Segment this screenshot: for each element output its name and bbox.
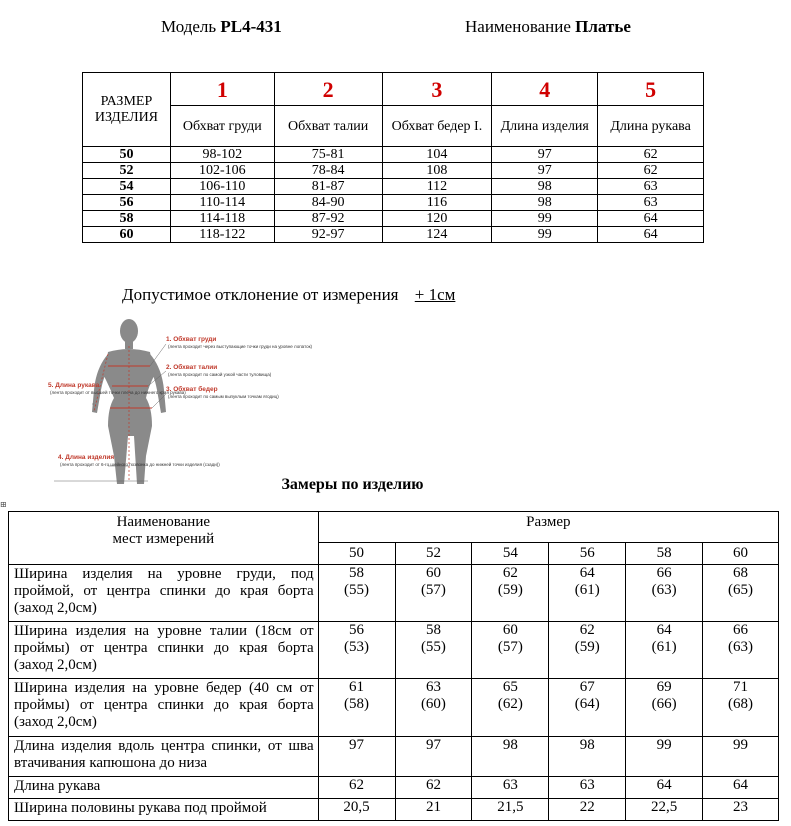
- measurements-table: [8, 511, 779, 821]
- measurement-value-cell: [472, 777, 549, 799]
- measurement-value: 62: [349, 777, 365, 793]
- figure-note-sleeve: (лента проходит от высшей точки плеча до нижнего края рукава): [50, 390, 186, 395]
- size-value-cell: 98: [492, 195, 598, 211]
- measurement-value-cell: [549, 777, 626, 799]
- model-label: Модель: [161, 17, 217, 36]
- column-number: 3: [382, 73, 492, 106]
- size-value-cell: 116: [382, 195, 492, 211]
- measurements-table-body: [9, 565, 779, 821]
- size-row: [83, 195, 704, 211]
- tolerance-text: Допустимое отклонение от измерения: [122, 285, 399, 304]
- measurement-value: 99: [733, 737, 749, 753]
- figure-note-waist: (лента проходит по самой узкой части туловища): [168, 372, 272, 377]
- size-value-cell: 114-118: [170, 211, 274, 227]
- size-value-cell: 63: [598, 195, 704, 211]
- measurement-value-cell: [626, 679, 703, 737]
- measurement-value: 62: [579, 622, 595, 638]
- body-measurement-figure: [48, 316, 313, 488]
- size-value-cell: 64: [598, 227, 704, 243]
- measurement-value-cell: [318, 799, 395, 821]
- measurement-name: Длина рукава: [9, 777, 319, 799]
- measurement-value-cell: [395, 565, 472, 622]
- model-value: PL4-431: [220, 17, 282, 36]
- size-row: [83, 179, 704, 195]
- measurement-value-cell: [549, 679, 626, 737]
- measurement-value-cell: [549, 737, 626, 777]
- measurement-value: 61: [349, 679, 365, 695]
- measurement-value-cell: [626, 737, 703, 777]
- measurements-title: Замеры по изделию: [281, 476, 424, 493]
- size-value-cell: 99: [492, 227, 598, 243]
- measurement-value-alt: (55): [344, 582, 370, 598]
- measurement-value-cell: [703, 777, 779, 799]
- measurement-value-cell: [549, 622, 626, 679]
- size-cell: 60: [83, 227, 171, 243]
- measurement-value-cell: [549, 565, 626, 622]
- measurement-value: 64: [733, 777, 749, 793]
- size-value-cell: 62: [598, 147, 704, 163]
- column-number: 2: [274, 73, 382, 106]
- size-column-header: 54: [472, 543, 549, 565]
- measurement-value: 66: [733, 622, 749, 638]
- measurement-value: 98: [502, 737, 518, 753]
- column-number: 1: [170, 73, 274, 106]
- measurement-row: [9, 622, 779, 679]
- measurement-value-cell: [626, 622, 703, 679]
- measurement-value-alt: (63): [651, 582, 677, 598]
- measurement-value: 58: [425, 622, 441, 638]
- measurement-value: 63: [425, 679, 441, 695]
- tolerance-value: + 1см: [414, 285, 456, 304]
- measurement-value-cell: [395, 737, 472, 777]
- measurement-value-alt: (63): [728, 639, 754, 655]
- measurement-value-cell: [549, 799, 626, 821]
- measurement-value-alt: (61): [574, 582, 600, 598]
- measurement-value-alt: (60): [420, 696, 446, 712]
- measurement-value: 97: [425, 737, 441, 753]
- measurement-name: Длина изделия вдоль центра спинки, от шва втачивания капюшона до низа: [9, 737, 319, 777]
- size-value-cell: 81-87: [274, 179, 382, 195]
- measurement-name-header: Наименование мест измерений: [9, 512, 319, 565]
- measurement-value-cell: [395, 622, 472, 679]
- measurement-value: 62: [502, 565, 518, 581]
- size-value-cell: 104: [382, 147, 492, 163]
- measurement-value: 21: [425, 799, 441, 815]
- measurement-value: 60: [425, 565, 441, 581]
- measurement-value-cell: [703, 799, 779, 821]
- column-header: Обхват груди: [170, 106, 274, 147]
- measurement-value: 60: [502, 622, 518, 638]
- measurement-value: 64: [579, 565, 595, 581]
- size-value-cell: 62: [598, 163, 704, 179]
- size-value-cell: 64: [598, 211, 704, 227]
- measurement-value-alt: (58): [344, 696, 370, 712]
- measurement-value: 20,5: [343, 799, 370, 815]
- size-column-header: 50: [318, 543, 395, 565]
- measurement-row: [9, 799, 779, 821]
- size-value-cell: 118-122: [170, 227, 274, 243]
- measurement-value: 22: [579, 799, 595, 815]
- measurement-name: Ширина изделия на уровне талии (18см от проймы) от центра спинки до края борта (заход 2,0см): [9, 622, 319, 679]
- model-line: [161, 17, 282, 37]
- measurement-value: 64: [656, 622, 672, 638]
- measurement-value-cell: [472, 737, 549, 777]
- measurement-value: 99: [656, 737, 672, 753]
- measurement-value: 23: [733, 799, 749, 815]
- measurement-value-cell: [318, 622, 395, 679]
- size-value-cell: 97: [492, 147, 598, 163]
- size-value-cell: 108: [382, 163, 492, 179]
- measurement-value: 63: [579, 777, 595, 793]
- size-header: Размер: [318, 512, 778, 543]
- measurement-value: 58: [349, 565, 365, 581]
- size-cell: 56: [83, 195, 171, 211]
- measurement-value: 22,5: [650, 799, 678, 815]
- size-corner-label: РАЗМЕР ИЗДЕЛИЯ: [83, 73, 171, 147]
- figure-label-sleeve: 5. Длина рукава: [48, 382, 100, 389]
- size-column-header: 56: [549, 543, 626, 565]
- measurement-value: 56: [349, 622, 365, 638]
- size-column-header: 58: [626, 543, 703, 565]
- measurement-value: 71: [733, 679, 749, 695]
- measurement-value-alt: (66): [651, 696, 677, 712]
- size-value-cell: 98-102: [170, 147, 274, 163]
- table-anchor-icon: ⊞: [0, 500, 7, 509]
- measurement-value-cell: [472, 799, 549, 821]
- measurement-name: Ширина изделия на уровне бедер (40 см от проймы) от центра спинки до края борта (заход 2,0см): [9, 679, 319, 737]
- measurement-value-cell: [395, 799, 472, 821]
- size-value-cell: 106-110: [170, 179, 274, 195]
- measurement-value-alt: (65): [728, 582, 754, 598]
- measurement-value-alt: (55): [420, 639, 446, 655]
- measurement-value-cell: [626, 777, 703, 799]
- measurement-value-cell: [626, 565, 703, 622]
- size-cell: 52: [83, 163, 171, 179]
- size-value-cell: 98: [492, 179, 598, 195]
- measurement-name: Ширина половины рукава под проймой: [9, 799, 319, 821]
- measurement-value: 68: [733, 565, 749, 581]
- size-table: [82, 72, 704, 243]
- figure-note-chest: (лента проходит через выступающие точки груди на уровне лопаток): [168, 344, 313, 349]
- column-number: 4: [492, 73, 598, 106]
- measurement-value-cell: [703, 565, 779, 622]
- figure-label-chest: 1. Обхват груди: [166, 336, 217, 343]
- measurement-row: [9, 565, 779, 622]
- figure-label-waist: 2. Обхват талии: [166, 364, 218, 371]
- measurement-value: 63: [502, 777, 518, 793]
- measurement-value-cell: [472, 679, 549, 737]
- measurement-value: 97: [349, 737, 365, 753]
- size-row: [83, 147, 704, 163]
- measurement-value: 69: [656, 679, 672, 695]
- measurement-value-alt: (59): [497, 582, 523, 598]
- column-header: Длина рукава: [598, 106, 704, 147]
- measurement-value-cell: [395, 777, 472, 799]
- measurement-value-cell: [703, 737, 779, 777]
- measurement-value-cell: [318, 777, 395, 799]
- measurement-value-cell: [318, 737, 395, 777]
- size-value-cell: 112: [382, 179, 492, 195]
- measurement-value: 65: [502, 679, 518, 695]
- product-name-line: [465, 17, 631, 37]
- size-value-cell: 87-92: [274, 211, 382, 227]
- column-number: 5: [598, 73, 704, 106]
- measurement-row: [9, 737, 779, 777]
- size-cell: 54: [83, 179, 171, 195]
- size-table-body: [83, 147, 704, 243]
- figure-note-hips: (лента проходит по самым выпуклым точкам ягодиц): [168, 394, 279, 399]
- measurement-value-alt: (64): [574, 696, 600, 712]
- measurement-row: [9, 777, 779, 799]
- size-column-header: 60: [703, 543, 779, 565]
- size-cell: 50: [83, 147, 171, 163]
- measurement-value-alt: (68): [728, 696, 754, 712]
- measurement-value-cell: [626, 799, 703, 821]
- measurement-value-cell: [472, 622, 549, 679]
- figure-label-length: 4. Длина изделия: [58, 454, 115, 461]
- measurement-value: 98: [579, 737, 595, 753]
- column-header: Обхват талии: [274, 106, 382, 147]
- size-value-cell: 92-97: [274, 227, 382, 243]
- size-value-cell: 97: [492, 163, 598, 179]
- name-value: Платье: [575, 17, 631, 36]
- measurement-value-cell: [703, 679, 779, 737]
- size-value-cell: 84-90: [274, 195, 382, 211]
- measurement-row: [9, 679, 779, 737]
- name-label: Наименование: [465, 17, 571, 36]
- measurement-value-alt: (59): [574, 639, 600, 655]
- size-value-cell: 110-114: [170, 195, 274, 211]
- measurement-value-cell: [318, 565, 395, 622]
- measurement-value: 21,5: [497, 799, 524, 815]
- size-row: [83, 227, 704, 243]
- measurement-value-cell: [395, 679, 472, 737]
- size-value-cell: 120: [382, 211, 492, 227]
- size-value-cell: 102-106: [170, 163, 274, 179]
- measurement-value-alt: (62): [497, 696, 523, 712]
- measurement-value-cell: [703, 622, 779, 679]
- measurement-value: 66: [656, 565, 672, 581]
- size-value-cell: 99: [492, 211, 598, 227]
- column-header: Длина изделия: [492, 106, 598, 147]
- figure-note-length: (лента проходит от 6-го шейного позвонка до нижней точки изделия (сзади)): [60, 462, 220, 467]
- measurement-value-cell: [318, 679, 395, 737]
- size-row: [83, 211, 704, 227]
- size-column-header: 52: [395, 543, 472, 565]
- measurement-value-cell: [472, 565, 549, 622]
- size-value-cell: 124: [382, 227, 492, 243]
- measurement-value-alt: (53): [344, 639, 370, 655]
- size-cell: 58: [83, 211, 171, 227]
- measurement-value: 64: [656, 777, 672, 793]
- size-value-cell: 63: [598, 179, 704, 195]
- measurement-value-alt: (61): [651, 639, 677, 655]
- size-value-cell: 78-84: [274, 163, 382, 179]
- measurement-value: 62: [425, 777, 441, 793]
- measurement-name: Ширина изделия на уровне груди, под проймой, от центра спинки до края борта (заход 2,0см): [9, 565, 319, 622]
- measurement-value: 67: [579, 679, 595, 695]
- measurement-value-alt: (57): [420, 582, 446, 598]
- column-header: Обхват бедер I.: [382, 106, 492, 147]
- measurement-value-alt: (57): [497, 639, 523, 655]
- size-row: [83, 163, 704, 179]
- figure-label-hips: 3. Обхват бедер: [166, 386, 218, 393]
- tolerance-line: [122, 285, 455, 305]
- size-value-cell: 75-81: [274, 147, 382, 163]
